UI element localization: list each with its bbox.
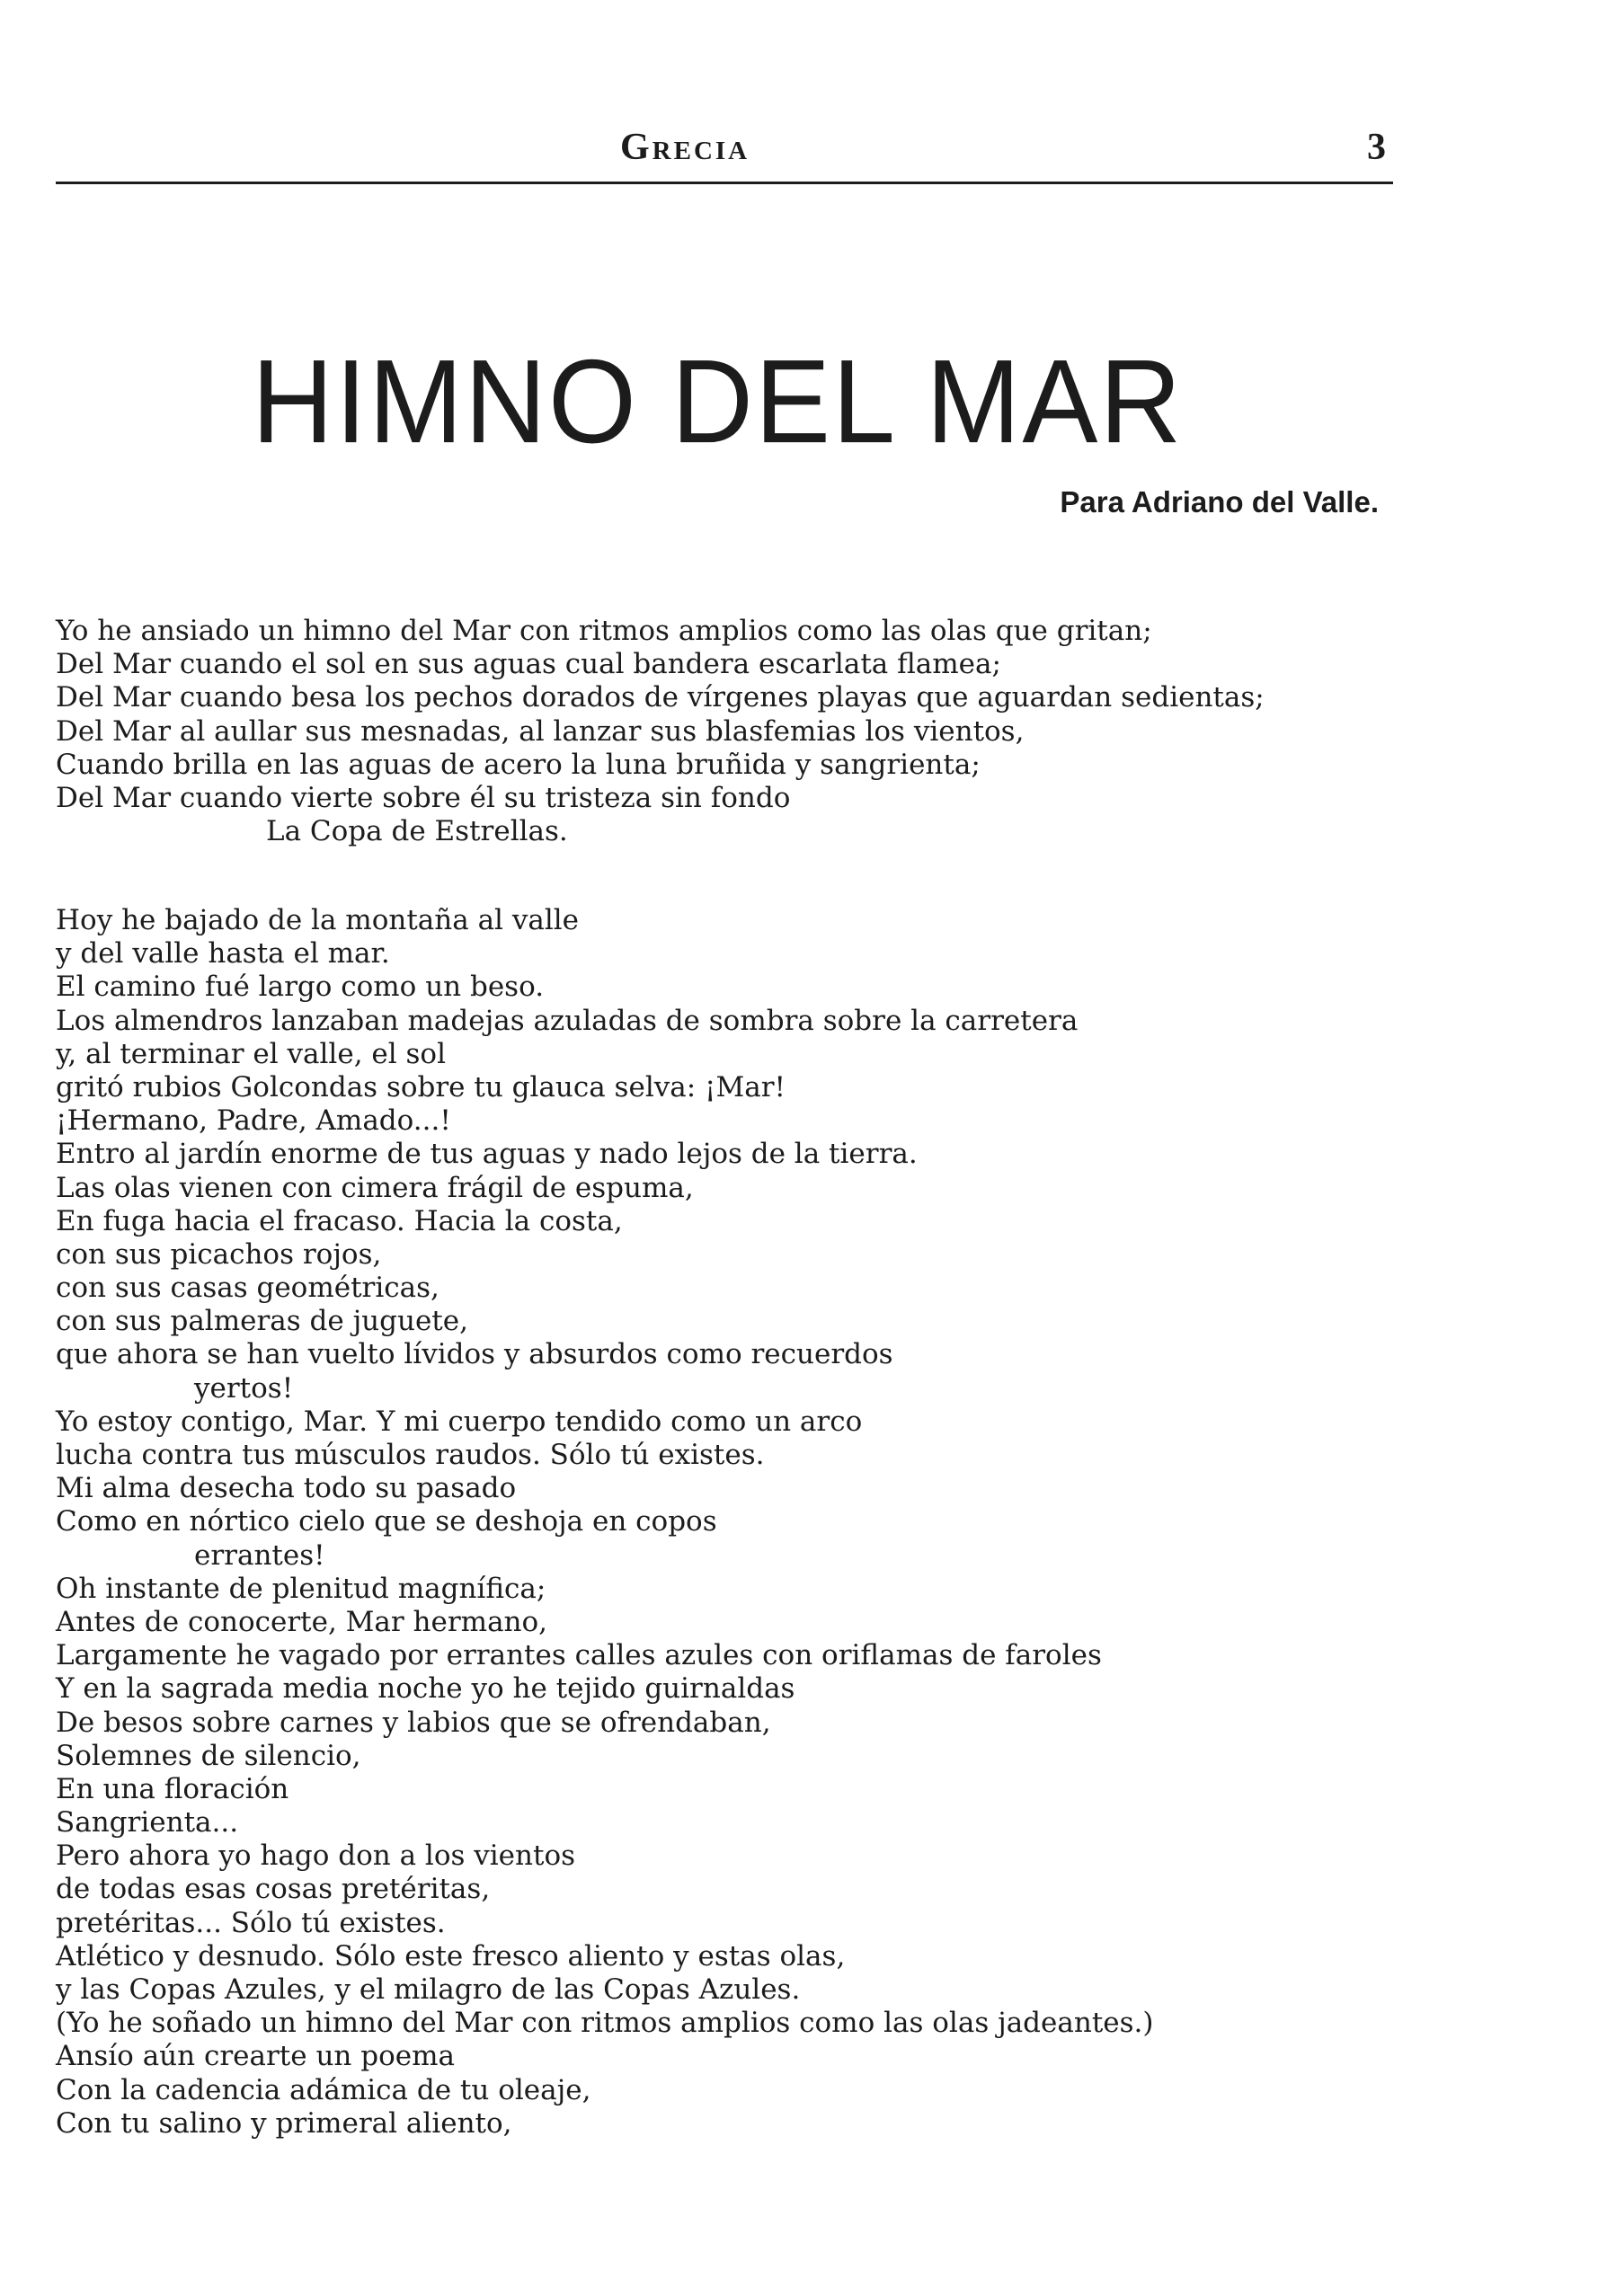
poem-line: El camino fué largo como un beso. <box>56 971 545 1004</box>
poem-line: pretéritas... Sólo tú existes. <box>56 1906 446 1939</box>
poem-line: que ahora se han vuelto lívidos y absurdos como recuerdos <box>56 1338 893 1371</box>
poem-line: Del Mar cuando vierte sobre él su tristeza sin fondo <box>56 781 791 814</box>
poem-line: Cuando brilla en las aguas de acero la luna bruñida y sangrienta; <box>56 748 981 781</box>
poem-line: Sangrienta... <box>56 1806 239 1839</box>
poem-line: Solemnes de silencio, <box>56 1739 361 1772</box>
stanza-1 <box>56 615 1422 848</box>
poem-line: Largamente he vagado por errantes calles azules con oriflamas de faroles <box>56 1639 1102 1672</box>
poem-line: con sus casas geométricas, <box>56 1272 439 1305</box>
poem-line: Yo estoy contigo, Mar. Y mi cuerpo tendido como un arco <box>56 1405 863 1438</box>
poem-line: En fuga hacia el fracaso. Hacia la costa, <box>56 1204 623 1237</box>
poem-line: De besos sobre carnes y labios que se ofrendaban, <box>56 1706 771 1739</box>
poem-line: gritó rubios Golcondas sobre tu glauca selva: ¡Mar! <box>56 1070 786 1104</box>
poem-line: yertos! <box>194 1371 294 1405</box>
poem-line: Hoy he bajado de la montaña al valle <box>56 904 579 936</box>
poem-line: La Copa de Estrellas. <box>266 815 568 848</box>
poem-line: y, al terminar el valle, el sol <box>56 1037 446 1070</box>
poem-line: errantes! <box>194 1538 325 1572</box>
poem-line: En una floración <box>56 1772 289 1805</box>
poem-line: Atlético y desnudo. Sólo este fresco aliento y estas olas, <box>56 1939 846 1972</box>
poem-line: Como en nórtico cielo que se deshoja en copos <box>56 1505 717 1538</box>
poem-line: Ansío aún crearte un poema <box>56 2040 455 2073</box>
poem-line: ¡Hermano, Padre, Amado...! <box>56 1104 451 1138</box>
dedication: Para Adriano del Valle. <box>1060 485 1379 519</box>
poem-line: Pero ahora yo hago don a los vientos <box>56 1839 576 1873</box>
poem-line: Los almendros lanzaban madejas azuladas de sombra sobre la carretera <box>56 1004 1079 1037</box>
running-header <box>56 126 1393 191</box>
header-rule <box>56 182 1393 184</box>
poem-line: Entro al jardín enorme de tus aguas y nado lejos de la tierra. <box>56 1138 918 1171</box>
poem-line: con sus picachos rojos, <box>56 1237 382 1271</box>
poem-line: Del Mar al aullar sus mesnadas, al lanzar sus blasfemias los vientos, <box>56 714 1025 748</box>
poem-line: Con la cadencia adámica de tu oleaje, <box>56 2073 591 2106</box>
poem-line: con sus palmeras de juguete, <box>56 1305 468 1338</box>
poem-line: Mi alma desecha todo su pasado <box>56 1472 517 1505</box>
poem-line: Del Mar cuando besa los pechos dorados de vírgenes playas que aguardan sedientas; <box>56 681 1265 714</box>
poem-line: y del valle hasta el mar. <box>56 937 390 971</box>
running-title: Grecia <box>620 127 750 168</box>
poem-line: Las olas vienen con cimera frágil de espuma, <box>56 1171 694 1204</box>
poem-line: y las Copas Azules, y el milagro de las Copas Azules. <box>56 1973 801 2006</box>
poem-line: Oh instante de plenitud magnífica; <box>56 1572 546 1605</box>
poem-line: Y en la sagrada media noche yo he tejido guirnaldas <box>56 1672 795 1706</box>
page-number: 3 <box>1367 127 1386 168</box>
poem-line: lucha contra tus músculos raudos. Sólo tú existes. <box>56 1439 765 1471</box>
poem-line: Con tu salino y primeral aliento, <box>56 2106 512 2140</box>
poem-line: Antes de conocerte, Mar hermano, <box>56 1605 548 1638</box>
poem-line: Del Mar cuando el sol en sus aguas cual bandera escarlata flamea; <box>56 648 1001 681</box>
poem-line: Yo he ansiado un himno del Mar con ritmos amplios como las olas que gritan; <box>56 615 1152 647</box>
poem-line: (Yo he soñado un himno del Mar con ritmos amplios como las olas jadeantes.) <box>56 2007 1154 2040</box>
poem-title: HIMNO DEL MAR <box>252 334 1184 468</box>
stanza-2 <box>56 904 1422 2141</box>
poem-line: de todas esas cosas pretéritas, <box>56 1873 491 1906</box>
